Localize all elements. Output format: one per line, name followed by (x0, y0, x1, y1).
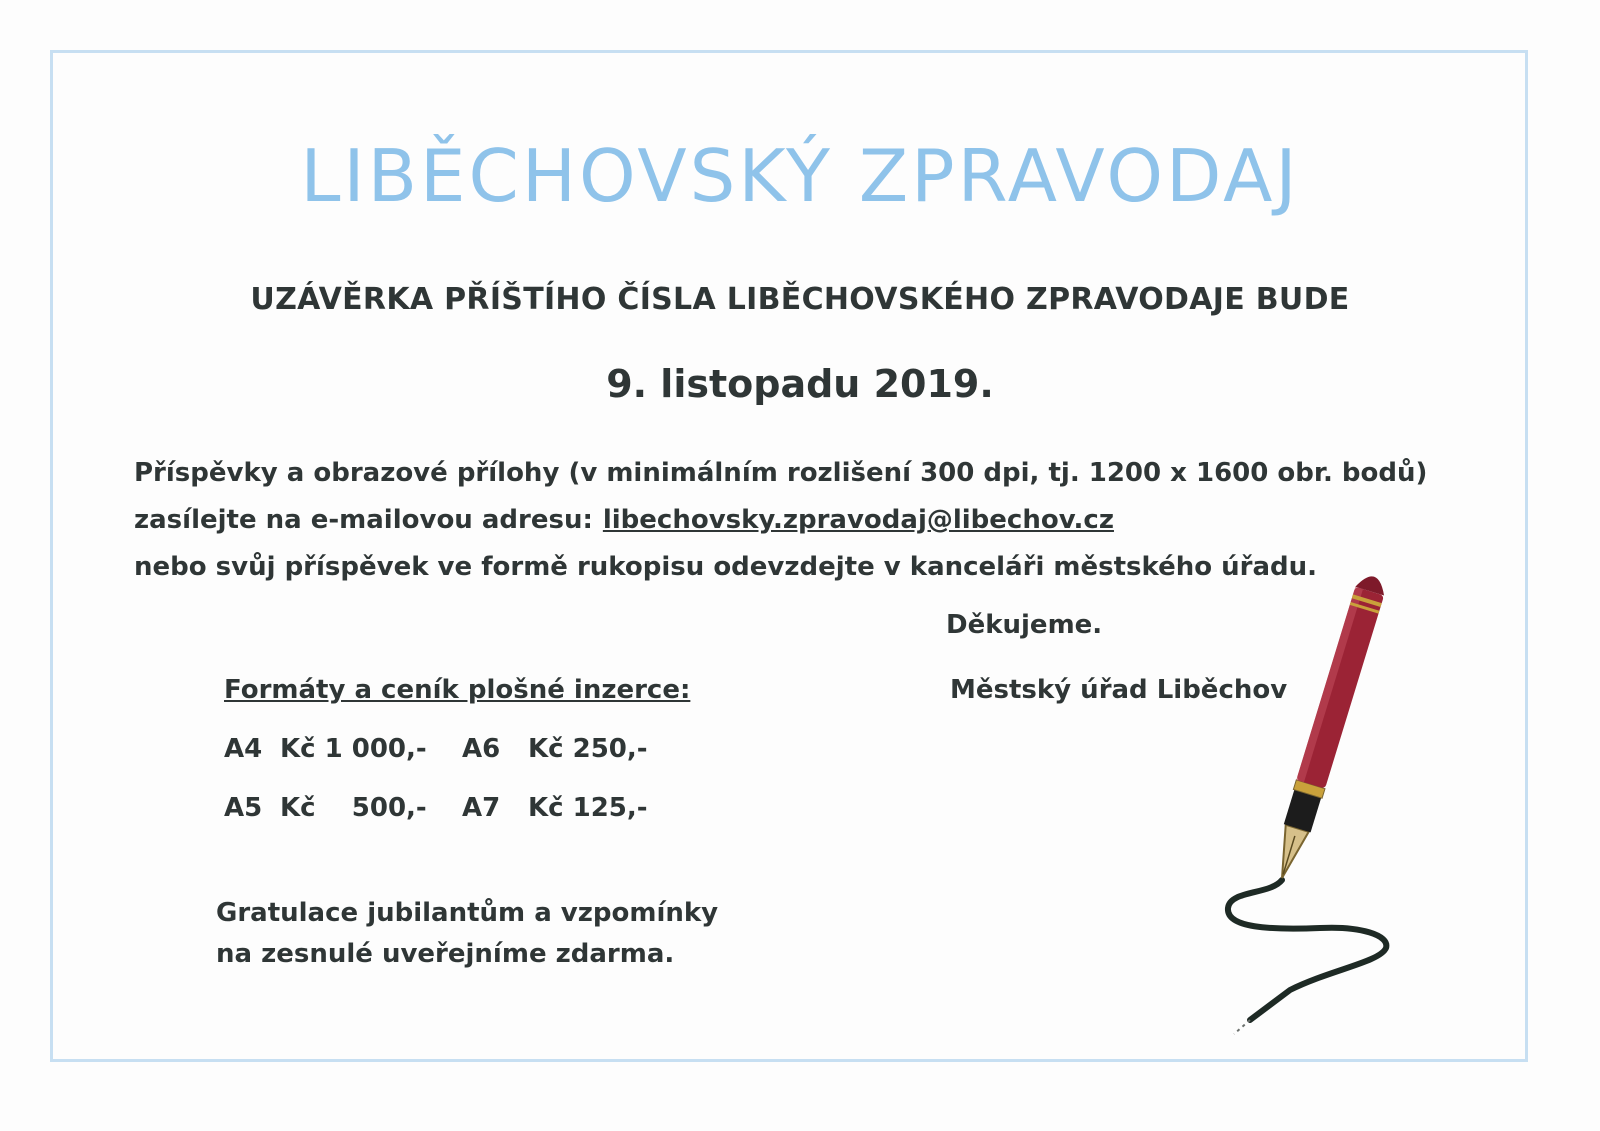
fountain-pen-icon (1210, 550, 1470, 1050)
greetings-line-2: na zesnulé uveřejníme zdarma. (216, 939, 675, 969)
greetings-note (216, 893, 718, 975)
email-prefix: zasílejte na e-mailovou adresu: (134, 505, 593, 535)
pricing-title: Formáty a ceník plošné inzerce: (224, 675, 691, 705)
format-label: A5 (224, 793, 263, 823)
format-price: Kč 125,- (528, 793, 648, 823)
format-label: A4 (224, 734, 263, 764)
office-signature: Městský úřad Liběchov (950, 675, 1288, 705)
format-price: Kč 500,- (280, 793, 427, 823)
greetings-line-1: Gratulace jubilantům a vzpomínky (216, 898, 719, 928)
instructions-line-2 (134, 497, 1454, 544)
instructions-line-1: Příspěvky a obrazové přílohy (v minimálním rozlišení 300 dpi, tj. 1200 x 1600 obr. bodů) (134, 458, 1428, 488)
format-price: Kč 250,- (528, 734, 648, 764)
deadline-date: 9. listopadu 2019. (606, 362, 994, 406)
thanks-text: Děkujeme. (946, 610, 1103, 640)
format-label: A7 (462, 793, 501, 823)
format-price: Kč 1 000,- (280, 734, 427, 764)
format-label: A6 (462, 734, 501, 764)
instructions-line-3: nebo svůj příspěvek ve formě rukopisu odevzdejte v kanceláři městského úřadu. (134, 552, 1318, 582)
deadline-heading: UZÁVĚRKA PŘÍŠTÍHO ČÍSLA LIBĚCHOVSKÉHO ZPRAVODAJE BUDE (250, 282, 1350, 317)
masthead-title: LIBĚCHOVSKÝ ZPRAVODAJ (300, 134, 1300, 218)
email-link[interactable]: libechovsky.zpravodaj@libechov.cz (602, 505, 1114, 535)
